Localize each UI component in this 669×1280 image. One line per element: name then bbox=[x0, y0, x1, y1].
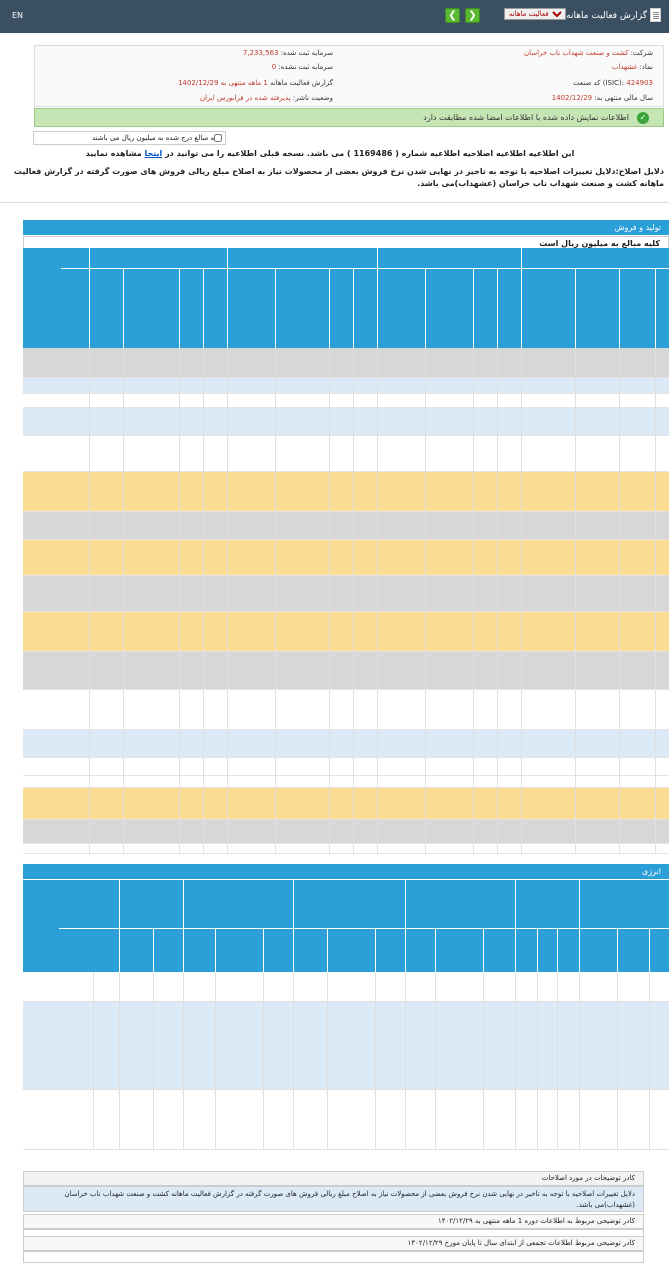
top-bar bbox=[0, 0, 669, 33]
table-row-band bbox=[23, 472, 669, 512]
energy-section-header: انرژی bbox=[23, 864, 669, 879]
unregistered-capital-label: سرمایه ثبت نشده: bbox=[278, 63, 333, 71]
symbol-label: نماد: bbox=[639, 63, 653, 71]
table-row-band bbox=[23, 690, 669, 730]
table-row-band bbox=[23, 788, 669, 820]
column-divider bbox=[293, 972, 294, 1150]
table-row-band bbox=[23, 758, 669, 776]
status-value: پذیرفته شده در فرابورس ایران bbox=[199, 94, 291, 102]
column-divider bbox=[353, 348, 354, 854]
document-icon bbox=[650, 8, 661, 22]
unit-option[interactable] bbox=[33, 131, 226, 145]
column-divider bbox=[377, 268, 378, 348]
column-divider bbox=[557, 928, 558, 972]
column-divider bbox=[183, 972, 184, 1150]
sales-unit-note: کلیه مبالغ به میلیون ریال است bbox=[23, 236, 669, 252]
column-divider bbox=[617, 928, 618, 972]
prev-arrow-icon[interactable]: ❮ bbox=[445, 8, 460, 23]
column-divider bbox=[619, 348, 620, 854]
table-row-band bbox=[23, 436, 669, 472]
column-divider bbox=[473, 348, 474, 854]
column-divider bbox=[649, 972, 650, 1150]
column-divider bbox=[483, 972, 484, 1150]
table-row-band bbox=[23, 844, 669, 854]
column-divider bbox=[215, 972, 216, 1150]
column-divider bbox=[579, 972, 580, 1150]
column-divider bbox=[227, 268, 228, 348]
column-divider bbox=[497, 348, 498, 854]
report-type-select[interactable] bbox=[504, 8, 566, 20]
company-value: کشت و صنعت شهداب ناب خراسان bbox=[523, 49, 629, 57]
table-row-band bbox=[23, 512, 669, 540]
period-value: 1 ماهه منتهی به 1402/12/29 bbox=[178, 79, 268, 87]
column-divider bbox=[203, 268, 204, 348]
column-divider bbox=[93, 972, 94, 1150]
column-divider bbox=[515, 928, 516, 972]
cumulative-note-header: کادر توضیحی مربوط اطلاعات تجمعی از ابتدای سال تا پایان مورخ ۱۴۰۲/۱۲/۲۹ bbox=[23, 1236, 644, 1251]
column-divider bbox=[557, 972, 558, 1150]
previous-version-link[interactable]: اینجا bbox=[144, 149, 163, 158]
amendment-reason: دلایل اصلاح:دلایل تغییرات اصلاحیه با توجه به تاخیر در نهایی شدن نرخ فروش بعضی از محصولات نیاز به اصلاح مبلغ ریالی فروش های صورت گرفته در گزارش فعالیت ماهانه کشت و صنعت شهداب ناب خراسان (غشهداب)می باشد. bbox=[13, 167, 664, 188]
column-divider bbox=[375, 972, 376, 1150]
corrections-note-header: کادر توضیحات در مورد اصلاحات bbox=[23, 1171, 644, 1186]
column-divider bbox=[579, 928, 580, 972]
table-row-band bbox=[23, 348, 669, 378]
column-divider bbox=[521, 268, 522, 348]
column-divider bbox=[263, 972, 264, 1150]
divider bbox=[0, 202, 669, 203]
column-divider bbox=[537, 972, 538, 1150]
column-divider bbox=[655, 348, 656, 854]
column-divider bbox=[405, 928, 406, 972]
column-divider bbox=[435, 972, 436, 1150]
column-divider bbox=[183, 928, 184, 972]
column-divider bbox=[521, 348, 522, 854]
column-divider bbox=[89, 348, 90, 854]
energy-table-header bbox=[23, 880, 669, 972]
language-toggle[interactable]: EN bbox=[12, 11, 24, 20]
table-row-band bbox=[23, 394, 669, 408]
column-divider bbox=[473, 268, 474, 348]
table-row-band bbox=[23, 820, 669, 844]
table-row-band bbox=[23, 612, 669, 652]
notice-text-end: مشاهده نمایید bbox=[85, 149, 142, 158]
column-divider bbox=[425, 348, 426, 854]
table-row-band bbox=[23, 540, 669, 576]
column-divider bbox=[435, 928, 436, 972]
notice-text: این اطلاعیه اطلاعیه اصلاحیه اطلاعیه شماره ( 1169486 ) می باشد. نسخه قبلی اطلاعیه را می توانید در bbox=[165, 149, 575, 158]
column-divider bbox=[329, 348, 330, 854]
column-divider bbox=[275, 268, 276, 348]
column-divider bbox=[327, 928, 328, 972]
column-divider bbox=[153, 928, 154, 972]
isic-label: کد صنعت (ISIC): bbox=[572, 79, 625, 87]
unit-label: کلیه مبالغ درج شده به میلیون ریال می باشند bbox=[91, 134, 222, 142]
column-divider bbox=[483, 928, 484, 972]
column-divider bbox=[425, 268, 426, 348]
symbol-value: غشهداب bbox=[611, 63, 638, 71]
column-divider bbox=[515, 972, 516, 1150]
check-icon: ✓ bbox=[637, 112, 649, 124]
column-divider bbox=[655, 268, 656, 348]
column-divider bbox=[377, 348, 378, 854]
column-divider bbox=[215, 928, 216, 972]
capital-label: سرمایه ثبت شده: bbox=[280, 49, 333, 57]
column-divider bbox=[353, 268, 354, 348]
next-arrow-icon[interactable]: ❯ bbox=[465, 8, 480, 23]
column-divider bbox=[89, 268, 90, 348]
column-divider bbox=[293, 928, 294, 972]
column-divider bbox=[227, 348, 228, 854]
cumulative-note-body bbox=[23, 1251, 644, 1263]
table-row-band bbox=[23, 730, 669, 758]
column-divider bbox=[275, 348, 276, 854]
company-label: شرکت: bbox=[630, 49, 653, 57]
column-divider bbox=[119, 928, 120, 972]
column-divider bbox=[375, 928, 376, 972]
fiscal-value: 1402/12/29 bbox=[551, 94, 593, 102]
fiscal-label: سال مالی منتهی به: bbox=[594, 94, 653, 102]
monthly-note-header: کادر توضیحی مربوط به اطلاعات دوره 1 ماهه منتهی به ۱۴۰۲/۱۲/۲۹ bbox=[23, 1214, 644, 1229]
table-row-band bbox=[23, 576, 669, 612]
header-divider bbox=[59, 928, 669, 929]
column-divider bbox=[405, 972, 406, 1150]
column-divider bbox=[203, 348, 204, 854]
column-divider bbox=[575, 348, 576, 854]
status-label: وضعیت ناشر: bbox=[292, 94, 333, 102]
column-divider bbox=[119, 972, 120, 1150]
column-divider bbox=[263, 928, 264, 972]
sales-section-header: تولید و فروش bbox=[23, 220, 669, 235]
column-divider bbox=[575, 268, 576, 348]
column-divider bbox=[123, 268, 124, 348]
amendment-notice bbox=[40, 149, 620, 158]
table-row-band bbox=[23, 378, 669, 394]
column-divider bbox=[619, 268, 620, 348]
column-divider bbox=[153, 972, 154, 1150]
corrections-note-body: دلایل تغییرات اصلاحیه با توجه به تاخیر در نهایی شدن نرخ فروش بعضی از محصولات نیاز به اصلاح مبلغ ریالی فروش های صورت گرفته در گزارش فعالیت ماهانه کشت و صنعت شهداب ناب خراسان (غشهداب)می باشد. bbox=[23, 1186, 644, 1212]
column-divider bbox=[327, 972, 328, 1150]
column-divider bbox=[123, 348, 124, 854]
energy-table bbox=[23, 880, 669, 1150]
period-label: گزارش فعالیت ماهانه bbox=[270, 79, 333, 87]
verification-alert bbox=[34, 108, 664, 127]
column-divider bbox=[497, 268, 498, 348]
capital-value: 7,233,563 bbox=[242, 49, 279, 57]
page-title: گزارش فعالیت ماهانه bbox=[566, 11, 647, 21]
sales-table bbox=[23, 248, 669, 854]
column-divider bbox=[649, 928, 650, 972]
company-info bbox=[34, 45, 664, 107]
column-divider bbox=[617, 972, 618, 1150]
table-row-band bbox=[23, 408, 669, 436]
table-row-band bbox=[23, 652, 669, 690]
column-divider bbox=[537, 928, 538, 972]
unit-checkbox[interactable] bbox=[214, 134, 222, 142]
column-divider bbox=[329, 268, 330, 348]
alert-text: اطلاعات نمایش داده شده با اطلاعات امضا شده مطابقت دارد bbox=[423, 113, 629, 122]
column-divider bbox=[179, 268, 180, 348]
column-divider bbox=[179, 348, 180, 854]
header-divider bbox=[61, 268, 669, 269]
table-row-band bbox=[23, 776, 669, 788]
unregistered-capital-value: 0 bbox=[271, 63, 277, 71]
isic-value: 424903 bbox=[626, 79, 653, 87]
sales-table-header bbox=[23, 248, 669, 348]
